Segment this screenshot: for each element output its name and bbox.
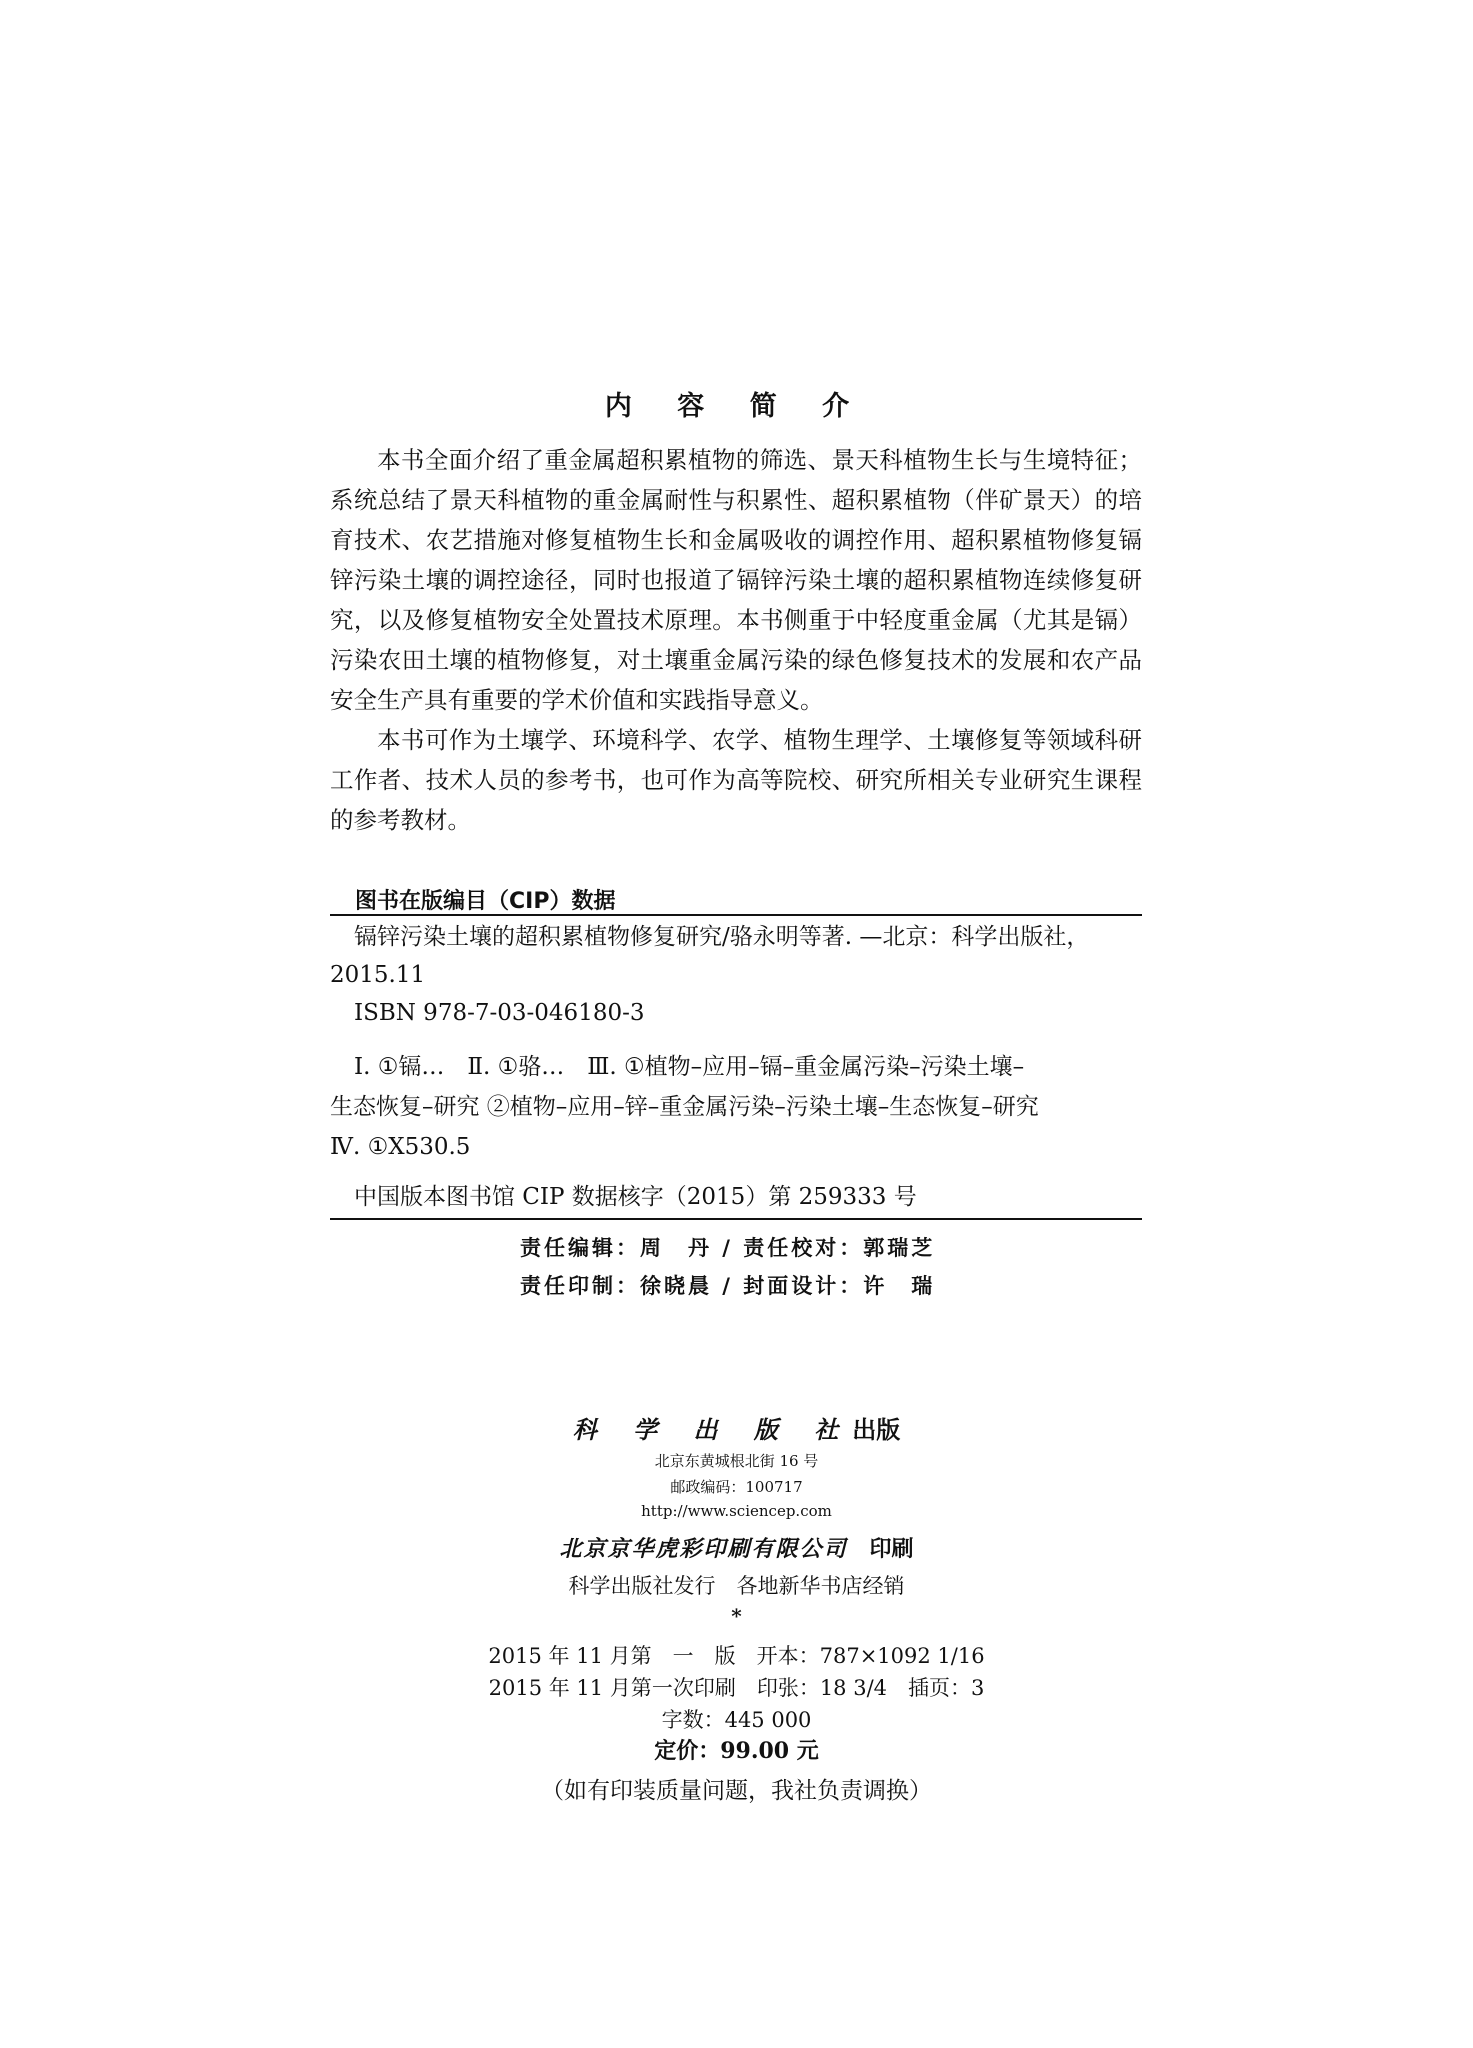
- cip-title-line-continued: 2015.11: [330, 962, 426, 988]
- cip-heading: 图书在版编目（CIP）数据: [355, 889, 616, 914]
- cip-top-rule: [330, 914, 1142, 916]
- publisher-suffix: 出版: [852, 1415, 901, 1444]
- printing-line: 2015 年 11 月第一次印刷 印张：18 3/4 插页：3: [488, 1676, 985, 1700]
- cip-isbn: ISBN 978-7-03-046180-3: [354, 1000, 645, 1026]
- cip-classification-line-1: Ⅰ. ①镉… Ⅱ. ①骆… Ⅲ. ①植物–应用–镉–重金属污染–污染土壤–: [354, 1054, 1025, 1080]
- summary-body: [330, 440, 1142, 840]
- publisher-website: http://www.sciencep.com: [641, 1502, 832, 1520]
- cip-classification-line-3: Ⅳ. ①X530.5: [330, 1134, 471, 1160]
- summary-paragraph-1: 本书全面介绍了重金属超积累植物的筛选、景天科植物生长与生境特征；系统总结了景天科植物的重金属耐性与积累性、超积累植物（伴矿景天）的培育技术、农艺措施对修复植物生长和金属吸收的调控作用、超积累植物修复镉锌污染土壤的调控途径，同时也报道了镉锌污染土壤的超积累植物连续修复研究，以及修复植物安全处置技术原理。本书侧重于中轻度重金属（尤其是镉）污染农田土壤的植物修复，对土壤重金属污染的绿色修复技术的发展和农产品安全生产具有重要的学术价值和实践指导意义。: [330, 446, 1142, 714]
- quality-note: （如有印装质量问题，我社负责调换）: [541, 1778, 932, 1804]
- separator-star: *: [731, 1604, 742, 1628]
- summary-paragraph-2: 本书可作为土壤学、环境科学、农学、植物生理学、土壤修复等领域科研工作者、技术人员的参考书，也可作为高等院校、研究所相关专业研究生课程的参考教材。: [330, 726, 1142, 834]
- publisher-line: [0, 1410, 1473, 1445]
- cip-number: 中国版本图书馆 CIP 数据核字（2015）第 259333 号: [354, 1184, 917, 1210]
- cip-classification-line-2: 生态恢复–研究 ②植物–应用–锌–重金属污染–污染土壤–生态恢复–研究: [330, 1094, 1039, 1120]
- word-count: 字数：445 000: [661, 1708, 812, 1732]
- summary-title: 内 容 简 介: [604, 391, 868, 422]
- printer-name: 北京京华虎彩印刷有限公司: [559, 1536, 848, 1562]
- publisher-address: 北京东黄城根北街 16 号: [654, 1452, 819, 1470]
- publisher-name: 科 学 出 版 社: [572, 1415, 853, 1444]
- staff-line-2: 责任印制：徐晓晨 / 封面设计：许 瑞: [520, 1274, 936, 1298]
- publisher-postcode: 邮政编码：100717: [670, 1478, 803, 1496]
- printer-line: [0, 1532, 1473, 1563]
- edition-line: 2015 年 11 月第 一 版 开本：787×1092 1/16: [488, 1644, 985, 1668]
- printer-suffix: 印刷: [869, 1536, 914, 1562]
- cip-title-line: 镉锌污染土壤的超积累植物修复研究/骆永明等著. —北京：科学出版社，: [354, 924, 1090, 950]
- cip-bottom-rule: [330, 1218, 1142, 1220]
- distribution-line: 科学出版社发行 各地新华书店经销: [568, 1574, 905, 1598]
- staff-line-1: 责任编辑：周 丹 / 责任校对：郭瑞芝: [520, 1236, 936, 1260]
- price: 定价：99.00 元: [654, 1738, 819, 1764]
